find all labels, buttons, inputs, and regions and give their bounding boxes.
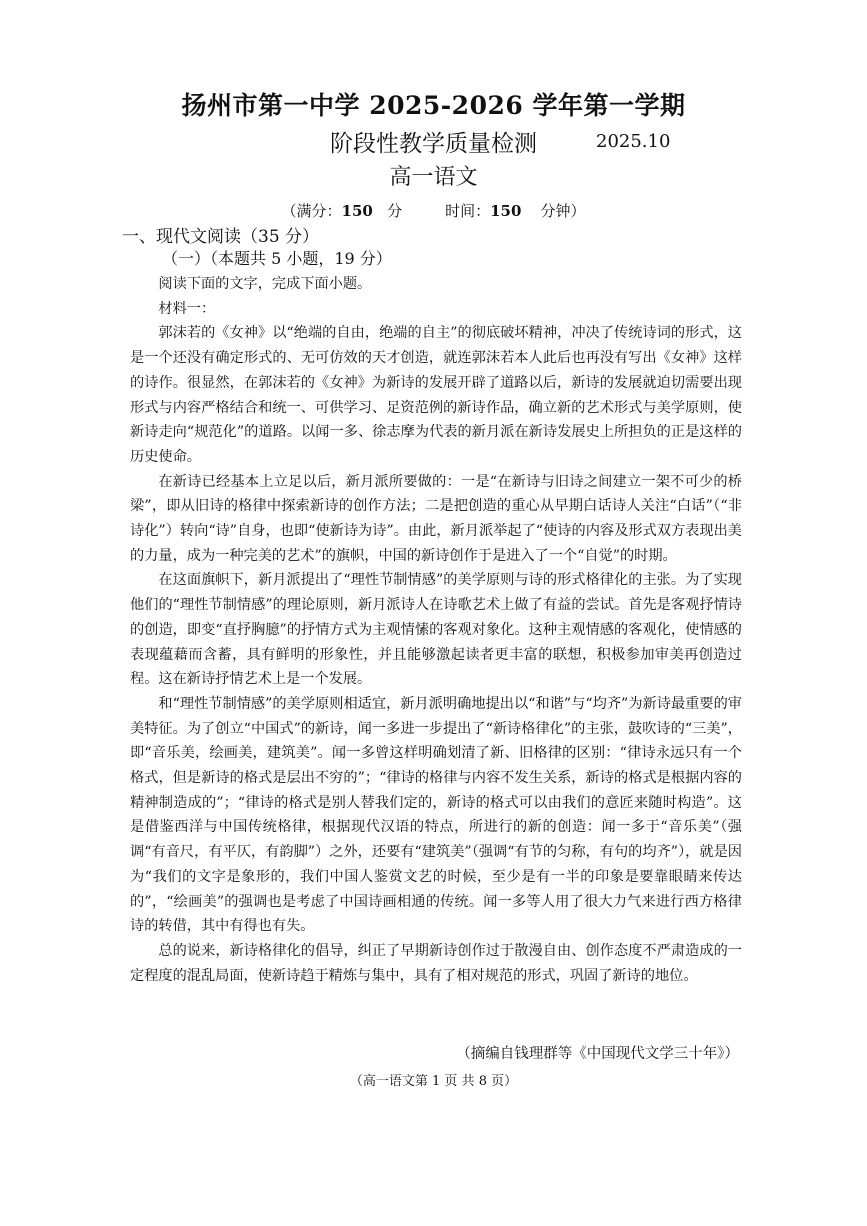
reading-passage [130, 272, 742, 988]
exam-date: 2025.10 [596, 131, 671, 152]
time-value: 150 [490, 202, 522, 220]
passage-source: （摘编自钱理群等《中国现代文学三十年》） [456, 1046, 739, 1062]
material-label: 材料一： [158, 300, 216, 317]
exam-subtitle: 阶段性教学质量检测 [330, 131, 537, 157]
time-unit: 分钟） [540, 202, 586, 220]
full-score-label: （满分： [281, 202, 342, 220]
full-score-value: 150 [341, 202, 373, 220]
passage-paragraph: 郭沫若的《女神》以“绝端的自由，绝端的自主”的彻底破坏精神，冲决了传统诗词的形式，这是一个还没有确定形式的、无可仿效的天才创造，就连郭沫若本人此后也再没有写出《女神》这样的诗作。很显然，在郭沫若的《女神》为新诗的发展开辟了道路以后，新诗的发展就迫切需要出现形式与内容严格结合和统一、可供学习、足资范例的新诗作品，确立新的艺术形式与美学原则，使新诗走向“规范化”的道路。以闻一多、徐志摩为代表的新月派在新诗发展史上所担负的正是这样的历史使命。 [130, 325, 742, 465]
subsection-heading: （一）（本题共 5 小题，19 分） [162, 249, 392, 268]
time-label: 时间： [445, 202, 491, 220]
exam-subtitle-line [0, 125, 867, 158]
section-heading: 一、现代文阅读（35 分） [122, 227, 320, 247]
page-footer: （高一语文第 1 页 共 8 页） [349, 1074, 518, 1089]
passage-paragraph: 在这面旗帜下，新月派提出了“理性节制情感”的美学原则与诗的形式格律化的主张。为了实现他们的“理性节制情感”的理论原则，新月派诗人在诗歌艺术上做了有益的尝试。首先是客观抒情诗的创造，即变“直抒胸臆”的抒情方式为主观情愫的客观对象化。这种主观情感的客观化，使情感的表现蕴藉而含蓄，具有鲜明的形象性，并且能够激起读者更丰富的联想，积极参加审美再创造过程。这在新诗抒情艺术上是一个发展。 [130, 572, 742, 688]
exam-meta [0, 200, 867, 221]
passage-paragraph: 总的说来，新诗格律化的倡导，纠正了早期新诗创作过于散漫自由、创作态度不严肃造成的一定程度的混乱局面，使新诗趋于精炼与集中，具有了相对规范的形式，巩固了新诗的地位。 [130, 942, 742, 984]
full-score-unit: 分 [387, 202, 403, 220]
subject-title: 高一语文 [389, 165, 478, 190]
instruction-text: 阅读下面的文字，完成下面小题。 [158, 276, 372, 292]
passage-paragraph: 在新诗已经基本上立足以后，新月派所要做的：一是“在新诗与旧诗之间建立一架不可少的桥梁”，即从旧诗的格律中探索新诗的创作方法；二是把创造的重心从早期白话诗人关注“白话”（“非诗化”）转向“诗”自身，也即“使新诗为诗”。由此，新月派举起了“使诗的内容及形式双方表现出美的力量，成为一种完美的艺术”的旗帜，中国的新诗创作于是进入了一个“自觉”的时期。 [130, 473, 742, 564]
passage-paragraph: 和“理性节制情感”的美学原则相适宜，新月派明确地提出以“和谐”与“均齐”为新诗最重要的审美特征。为了创立“中国式”的新诗，闻一多进一步提出了“新诗格律化”的主张，鼓吹诗的“三美”，即“音乐美，绘画美，建筑美”。闻一多曾这样明确划清了新、旧格律的区别：“律诗永远只有一个格式，但是新诗的格式是层出不穷的”；“律诗的格律与内容不发生关系，新诗的格式是根据内容的精神制造成的”；“律诗的格式是别人替我们定的，新诗的格式可以由我们的意匠来随时构造”。这是借鉴西洋与中国传统格律，根据现代汉语的特点，所进行的新的创造：闻一多于“音乐美”（强调“有音尺，有平仄，有韵脚”）之外，还要有“建筑美”（强调“有节的匀称，有句的均齐”），就是因为“我们的文字是象形的，我们中国人鉴赏文艺的时候，至少是有一半的印象是要靠眼睛来传达的”，“绘画美”的强调也是考虑了中国诗画相通的传统。闻一多等人用了很大力气来进行西方格律诗的转借，其中有得也有失。 [130, 695, 742, 935]
exam-title: 扬州市第一中学 2025-2026 学年第一学期 [181, 91, 686, 120]
